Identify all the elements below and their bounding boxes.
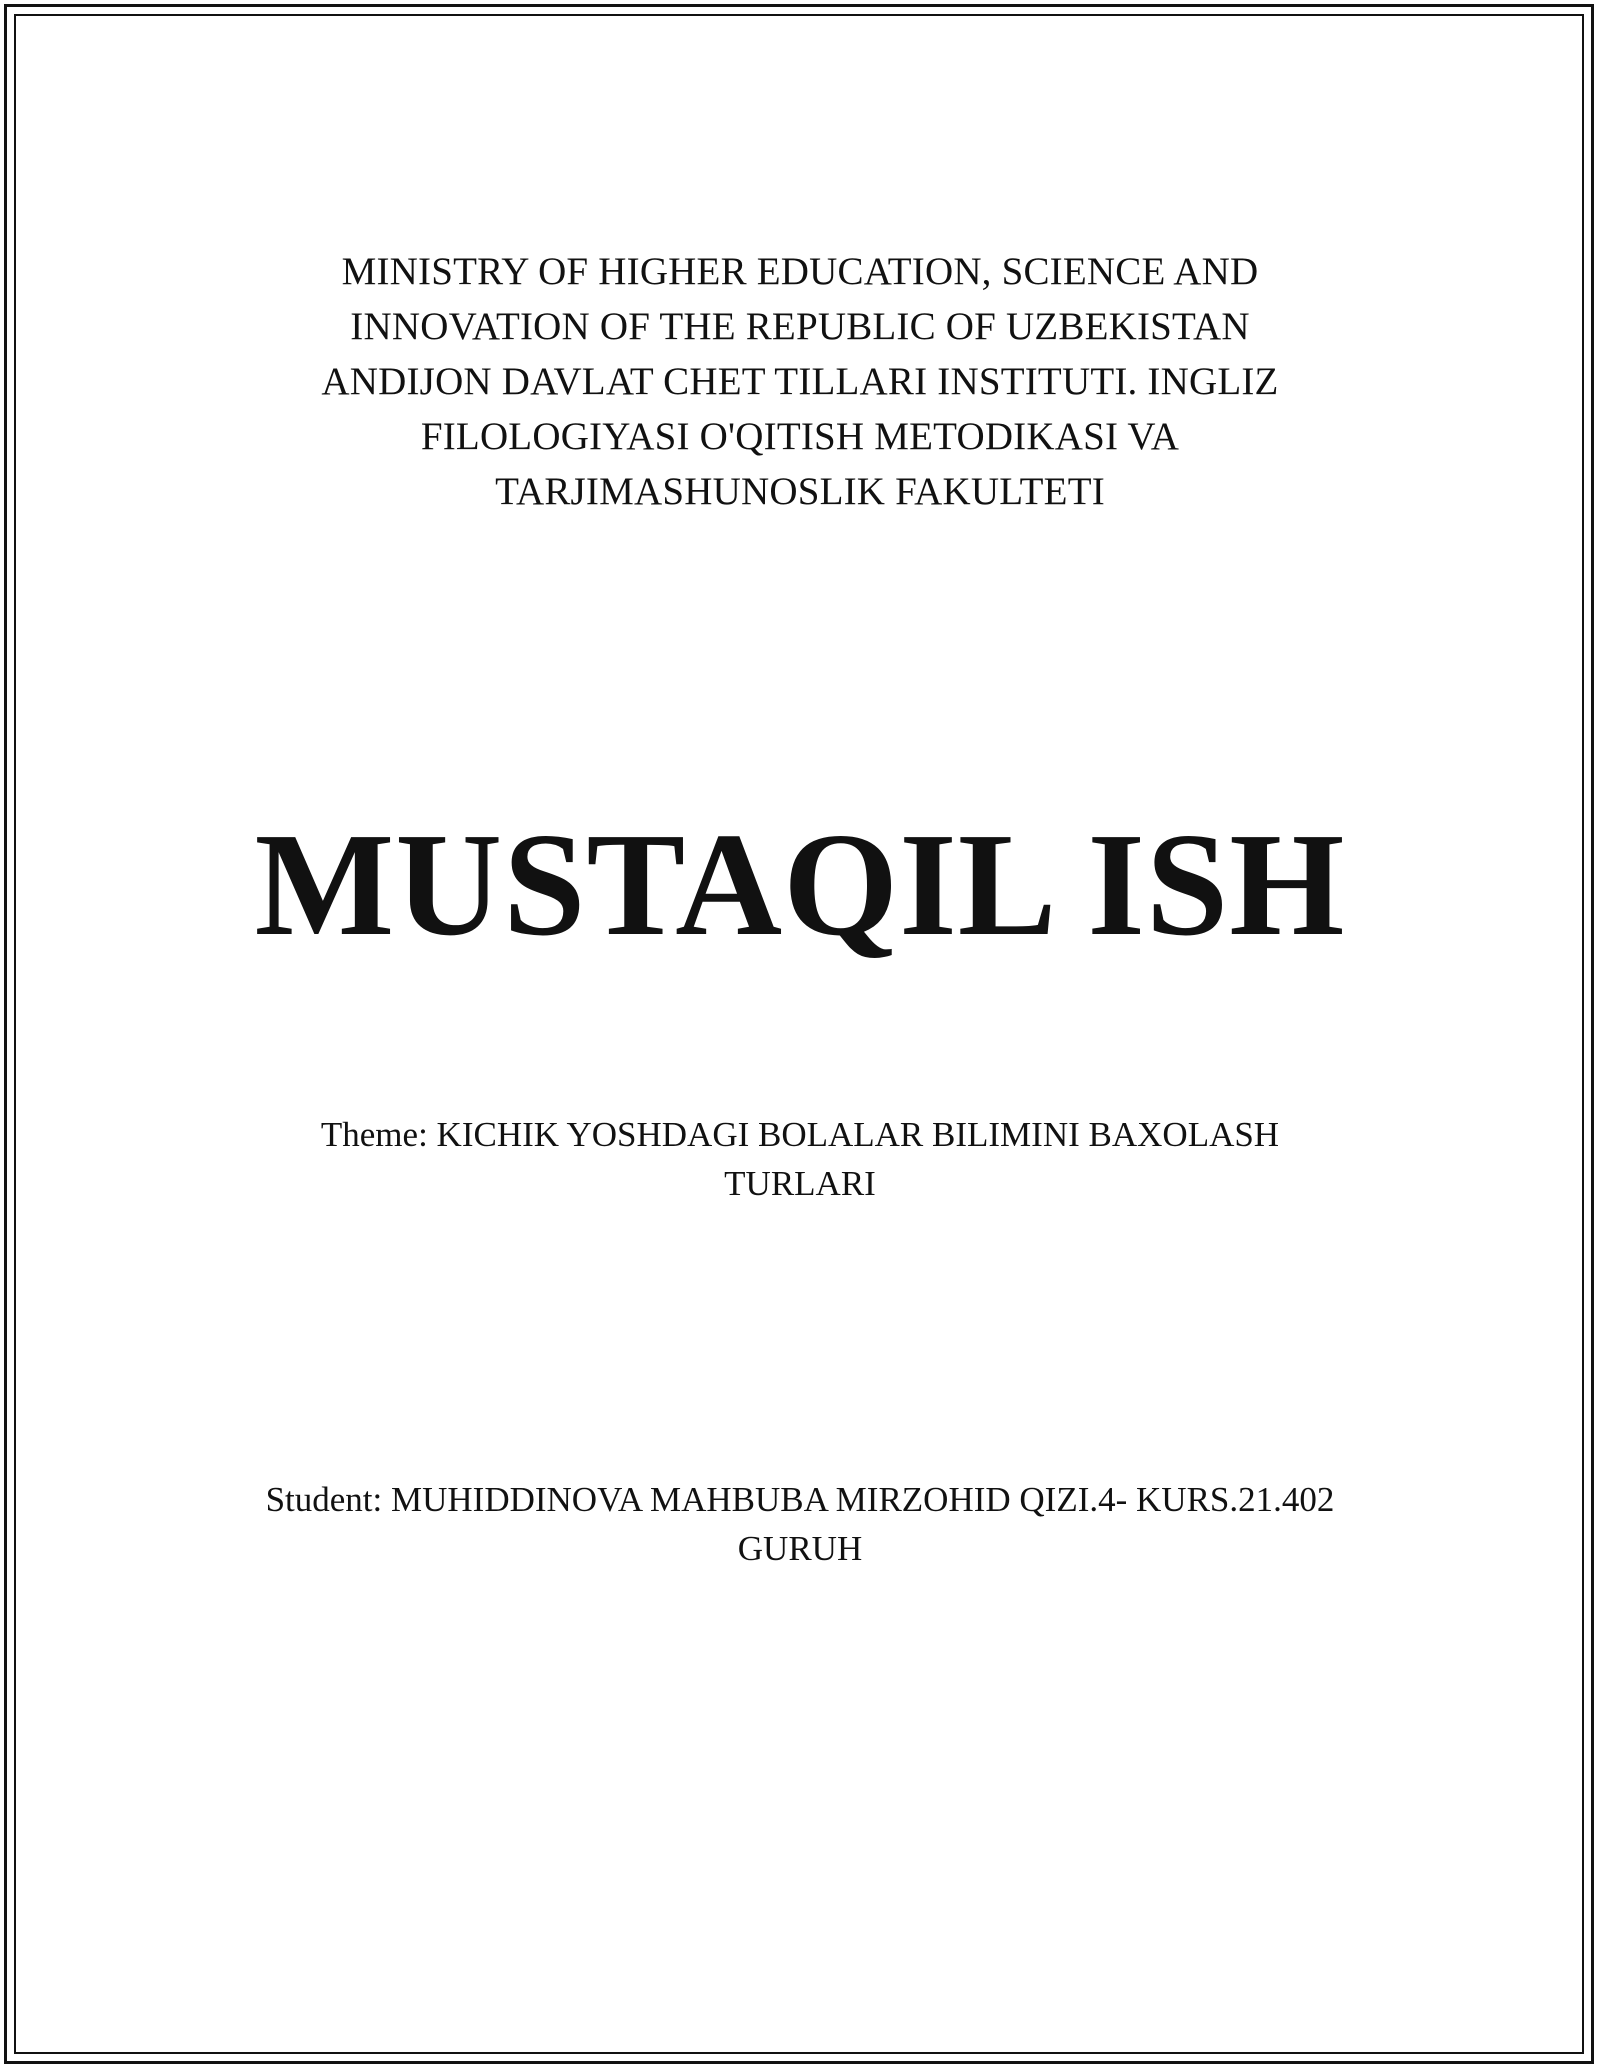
header-line: MINISTRY OF HIGHER EDUCATION, SCIENCE AND [341, 250, 1259, 293]
student-line: GURUH [737, 1529, 863, 1568]
header-line: FILOLOGIYASI O'QITISH METODIKASI VA [420, 415, 1180, 458]
document-title: MUSTAQIL ISH [254, 803, 1346, 967]
header-line: ANDIJON DAVLAT CHET TILLARI INSTITUTI. INGLIZ [321, 360, 1279, 403]
header-line: TARJIMASHUNOSLIK FAKULTETI [495, 470, 1105, 513]
header-line: INNOVATION OF THE REPUBLIC OF UZBEKISTAN [350, 305, 1250, 348]
theme-line: Theme: KICHIK YOSHDAGI BOLALAR BILIMINI BAXOLASH [320, 1115, 1280, 1154]
theme-block [0, 1110, 1600, 1208]
institution-header [0, 244, 1600, 519]
student-block [0, 1475, 1600, 1573]
student-line: Student: MUHIDDINOVA MAHBUBA MIRZOHID QIZI.4- KURS.21.402 [265, 1480, 1335, 1519]
theme-line: TURLARI [724, 1164, 876, 1203]
